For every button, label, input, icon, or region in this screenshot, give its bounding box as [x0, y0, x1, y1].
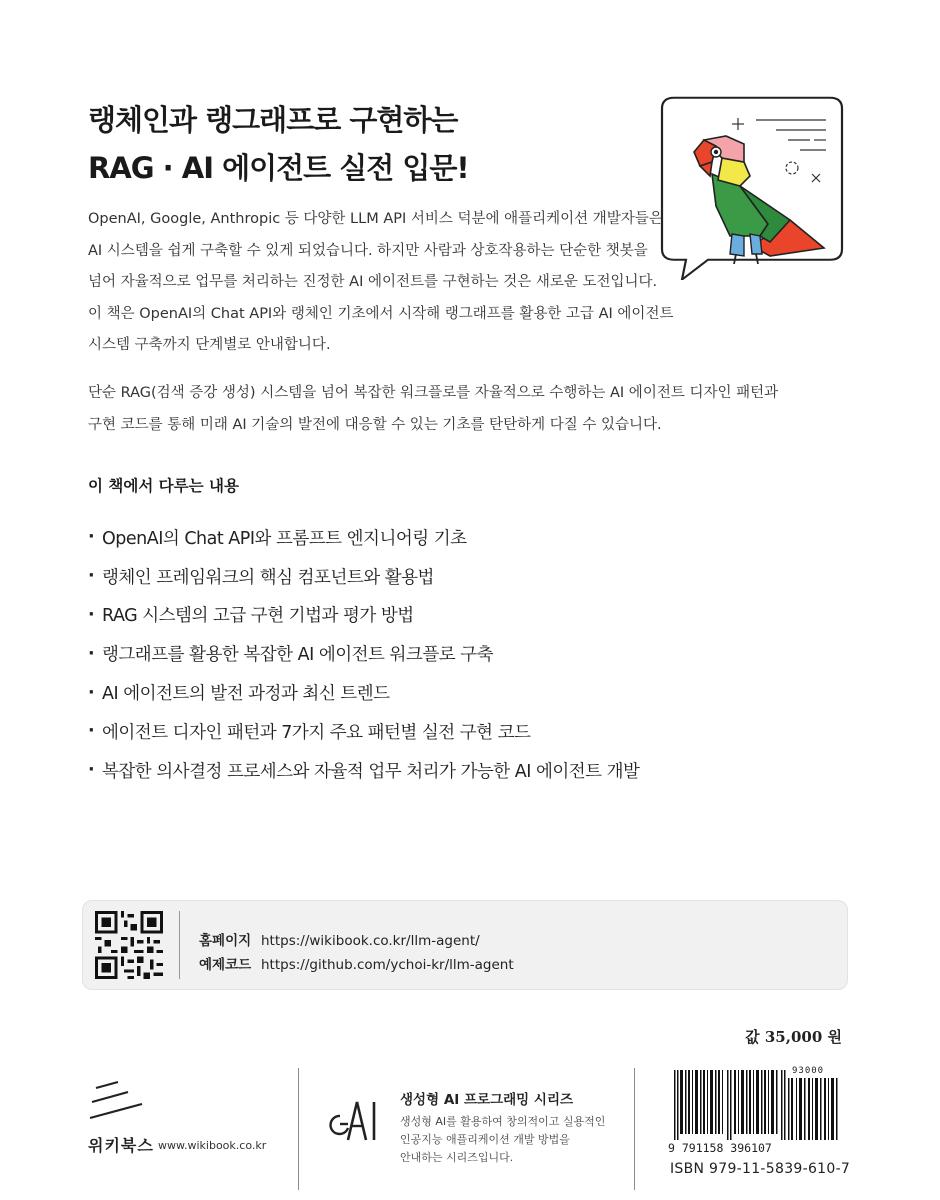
intro-line: 이 책은 OpenAI의 Chat API와 랭체인 기초에서 시작해 랭그래프를 활용한 고급 AI 에이전트 — [88, 305, 674, 322]
publisher-url[interactable]: www.wikibook.co.kr — [158, 1139, 267, 1152]
list-item-text: 랭체인 프레임워크의 핵심 컴포넌트와 활용법 — [102, 567, 434, 588]
example-code-row — [199, 953, 514, 973]
list-item — [88, 673, 639, 712]
isbn: ISBN 979-11-5839-610-7 — [670, 1161, 851, 1177]
headline — [88, 96, 469, 192]
list-item-text: 에이전트 디자인 패턴과 7가지 주요 패턴별 실전 구현 코드 — [102, 722, 531, 743]
list-item — [88, 634, 639, 673]
list-item-text: 복잡한 의사결정 프로세스와 자율적 업무 처리가 가능한 AI 에이전트 개발 — [102, 761, 640, 782]
contents-list — [88, 518, 639, 790]
intro-line: 넘어 자율적으로 업무를 처리하는 진정한 AI 에이전트를 구현하는 것은 새로운 도전입니다. — [88, 274, 658, 290]
gai-logo-text: GAI — [326, 1098, 328, 1099]
bullet-icon: · — [88, 566, 95, 587]
gai-series-logo-icon — [326, 1098, 386, 1142]
barcode — [668, 1066, 851, 1192]
bullet-icon: · — [88, 721, 95, 742]
contents-title: 이 책에서 다루는 내용 — [88, 477, 239, 495]
series-desc-line: 생성형 AI를 활용하여 창의적이고 실용적인 — [400, 1115, 606, 1128]
example-code-link[interactable]: https://github.com/ychoi-kr/llm-agent — [261, 957, 514, 973]
list-item — [88, 557, 639, 596]
publisher-name: 위키북스 — [88, 1136, 154, 1155]
list-item-text: AI 에이전트의 발전 과정과 최신 트렌드 — [102, 684, 390, 705]
info-box — [82, 900, 848, 990]
price: 값 35,000 원 — [745, 1028, 842, 1046]
homepage-row — [199, 929, 480, 949]
list-item — [88, 712, 639, 751]
bullet-icon: · — [88, 527, 95, 548]
headline-line-1: 랭체인과 랭그래프로 구현하는 — [88, 103, 458, 137]
publisher-logo-icon — [88, 1080, 148, 1130]
footer-divider — [298, 1068, 299, 1190]
barcode-main-icon — [674, 1070, 786, 1140]
info-divider — [179, 911, 180, 979]
footer-divider — [634, 1068, 635, 1190]
list-item-text: OpenAI의 Chat API와 프롬프트 엔지니어링 기초 — [102, 528, 467, 549]
parrot-illustration — [660, 96, 844, 280]
intro-line: 구현 코드를 통해 미래 AI 기술의 발전에 대응할 수 있는 기초를 탄탄하게 다질 수 있습니다. — [88, 416, 662, 433]
intro-line: OpenAI, Google, Anthropic 등 다양한 LLM API 서비스 덕분에 애플리케이션 개발자들은 — [88, 211, 663, 227]
barcode-number: 9 791158 396107 — [668, 1141, 772, 1155]
series-desc-line: 인공지능 애플리케이션 개발 방법을 — [400, 1133, 570, 1146]
list-item — [88, 518, 639, 557]
headline-line-2: RAG · AI 에이전트 실전 입문! — [88, 151, 469, 185]
list-item — [88, 596, 639, 635]
intro-paragraph-2 — [88, 378, 778, 441]
homepage-label: 홈페이지 — [199, 933, 252, 949]
barcode-addon-icon — [788, 1078, 840, 1140]
series-description — [400, 1113, 605, 1167]
list-item-text: RAG 시스템의 고급 구현 기법과 평가 방법 — [102, 606, 414, 627]
series-title: 생성형 AI 프로그래밍 시리즈 — [400, 1092, 574, 1108]
barcode-addon-number: 93000 — [792, 1066, 825, 1076]
bullet-icon: · — [88, 760, 95, 781]
bullet-icon: · — [88, 643, 95, 664]
bullet-icon: · — [88, 604, 95, 625]
intro-line: AI 시스템을 쉽게 구축할 수 있게 되었습니다. 하지만 사람과 상호작용하는 단순한 챗봇을 — [88, 242, 648, 259]
series-desc-line: 안내하는 시리즈입니다. — [400, 1151, 514, 1164]
qr-code-icon[interactable] — [95, 911, 163, 979]
list-item — [88, 751, 639, 790]
intro-paragraph — [88, 204, 673, 362]
intro-line: 시스템 구축까지 단계별로 안내합니다. — [88, 337, 331, 353]
example-code-label: 예제코드 — [199, 957, 252, 973]
list-item-text: 랭그래프를 활용한 복잡한 AI 에이전트 워크플로 구축 — [102, 645, 494, 666]
bullet-icon: · — [88, 682, 95, 703]
homepage-link[interactable]: https://wikibook.co.kr/llm-agent/ — [261, 933, 480, 949]
intro-line: 단순 RAG(검색 증강 생성) 시스템을 넘어 복잡한 워크플로를 자율적으로 수행하는 AI 에이전트 디자인 패턴과 — [88, 385, 779, 401]
